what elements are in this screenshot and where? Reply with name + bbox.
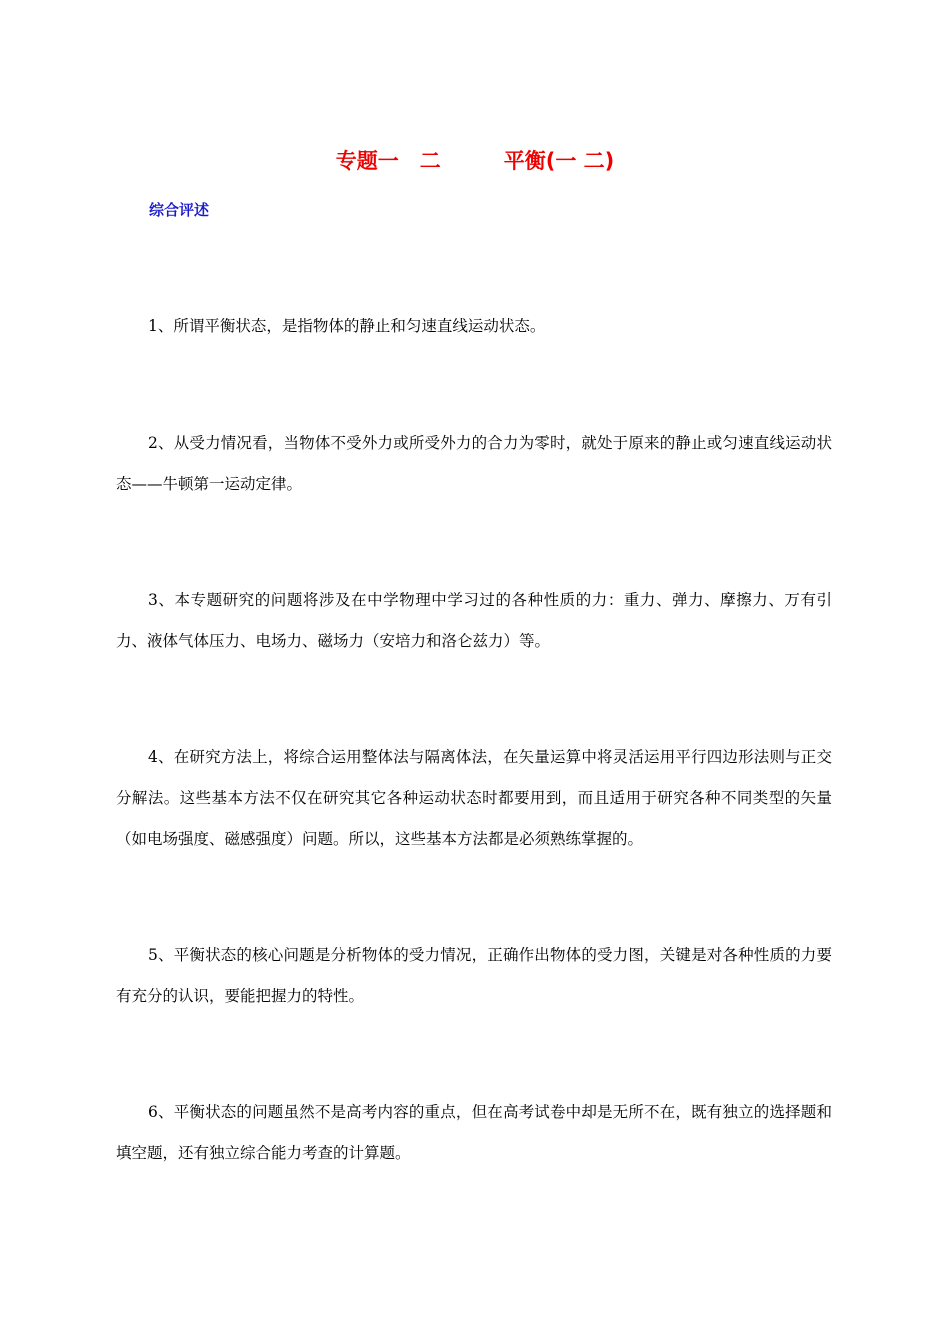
paragraph-1: 1、所谓平衡状态，是指物体的静止和匀速直线运动状态。 (148, 317, 546, 335)
paragraph-6: 6、平衡状态的问题虽然不是高考内容的重点，但在高考试卷中却是无所不在，既有独立的选择题和填空题，还有独立综合能力考查的计算题。 (116, 1103, 832, 1162)
paragraph-3: 3、本专题研究的问题将涉及在中学物理中学习过的各种性质的力：重力、弹力、摩擦力、万有引力、液体气体压力、电场力、磁场力（安培力和洛仑兹力）等。 (116, 591, 832, 650)
paragraph-4: 4、在研究方法上，将综合运用整体法与隔离体法，在矢量运算中将灵活运用平行四边形法则与正交分解法。这些基本方法不仅在研究其它各种运动状态时都要用到，而且适用于研究各种不同类型的矢量（如电场强度、磁感强度）问题。所以，这些基本方法都是必须熟练掌握的。 (116, 748, 832, 848)
paragraph-2: 2、从受力情况看，当物体不受外力或所受外力的合力为零时，就处于原来的静止或匀速直线运动状态——牛顿第一运动定律。 (116, 434, 832, 493)
paragraph-5: 5、平衡状态的核心问题是分析物体的受力情况，正确作出物体的受力图，关键是对各种性质的力要有充分的认识，要能把握力的特性。 (116, 946, 832, 1005)
page-title: 专题一 二 平衡(一 二) (335, 149, 615, 173)
section-heading: 综合评述 (149, 201, 210, 219)
